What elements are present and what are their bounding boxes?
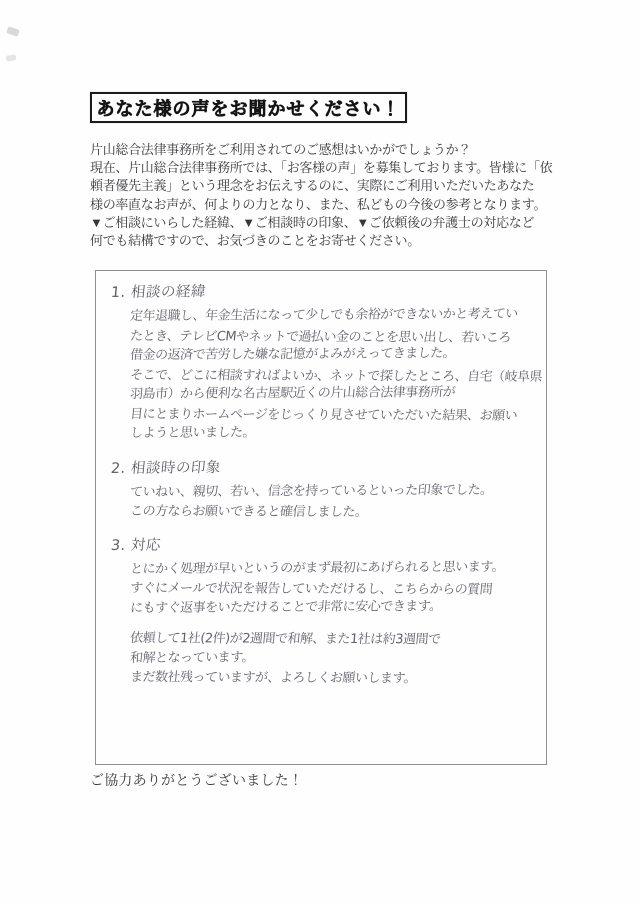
section-heading: 3. 対応	[110, 536, 162, 554]
handwritten-line: 定年退職し、年金生活になって少しでも余裕ができないかと考えてい	[129, 306, 519, 324]
intro-line: 現在、片山総合法律事務所では、「お客様の声」を募集しております。皆様に「依	[90, 160, 553, 176]
handwritten-line: 依頼して1社(2件)が2週間で和解、また1社は約3週間で	[129, 631, 442, 648]
handwritten-line: しようと思いました。	[129, 425, 256, 441]
intro-line: 頼者優先主義」という理念をお伝えするのに、実際にご利用いただいたあなた	[90, 178, 535, 194]
handwritten-line: まだ数社残っていますが、よろしくお願いします。	[129, 670, 418, 687]
handwritten-line: 和解となっています。	[129, 649, 255, 666]
intro-line: ▼ご相談にいらした経緯、▼ご相談時の印象、▼ご依頼後の弁護士の対応など	[90, 214, 535, 230]
section-body	[130, 560, 538, 688]
page-title: あなた様の声をお聞かせください！	[96, 98, 401, 119]
scan-artifact-mark	[6, 26, 20, 36]
handwritten-line: たとき、テレビCMやネットで過払い金のことを思い出し、若いころ	[129, 328, 512, 346]
handwritten-line: そこで、どこに相談すればよいか、ネットで探したところ、自宅（岐阜県	[129, 367, 543, 385]
handwritten-line: 目にとまりホームページをじっくり見させていただいた結果、お願い	[129, 406, 518, 424]
intro-line: 様の率直なお声が、何よりの力となり、また、私どもの今後の参考となります。	[90, 196, 547, 212]
section-lawyer-response	[111, 534, 538, 688]
section-body	[129, 306, 543, 444]
intro-paragraph	[90, 141, 568, 250]
section-consultation-background	[110, 281, 543, 444]
handwritten-response-box	[95, 270, 547, 765]
handwritten-line: 羽島市）から便利な名古屋駅近くの片山総合法律事務所が	[129, 385, 456, 402]
intro-line: 片山総合法律事務所をご利用されてのご感想はいかがでしょうか？	[90, 142, 472, 157]
handwritten-line: すぐにメールで状況を報告していただけるし、こちらからの質問	[129, 581, 493, 598]
section-consultation-impression	[111, 457, 538, 522]
handwritten-line: にもすぐ返事をいただけることで非常に安心できます。	[129, 598, 443, 616]
section-heading: 1. 相談の経緯	[110, 284, 207, 301]
intro-line: 何でも結構ですので、お気づきのことをお寄せください。	[90, 233, 420, 249]
handwritten-line: この方ならお願いできると確信しました。	[129, 504, 369, 521]
handwritten-line: 借金の返済で苦労した嫌な記憶がよみがえってきました。	[129, 346, 456, 363]
header-title-box	[90, 92, 407, 123]
handwritten-line: とにかく処理が早いというのがまず最初にあげられると思います。	[129, 559, 505, 577]
section-heading: 2. 相談時の印象	[110, 459, 222, 477]
scan-artifact-mark	[6, 54, 17, 61]
handwritten-line: ていねい、親切、若い、信念を持っているといった印象でした。	[129, 482, 494, 500]
section-body	[130, 483, 538, 522]
footer-thanks: ご協力ありがとうございました！	[90, 772, 303, 788]
